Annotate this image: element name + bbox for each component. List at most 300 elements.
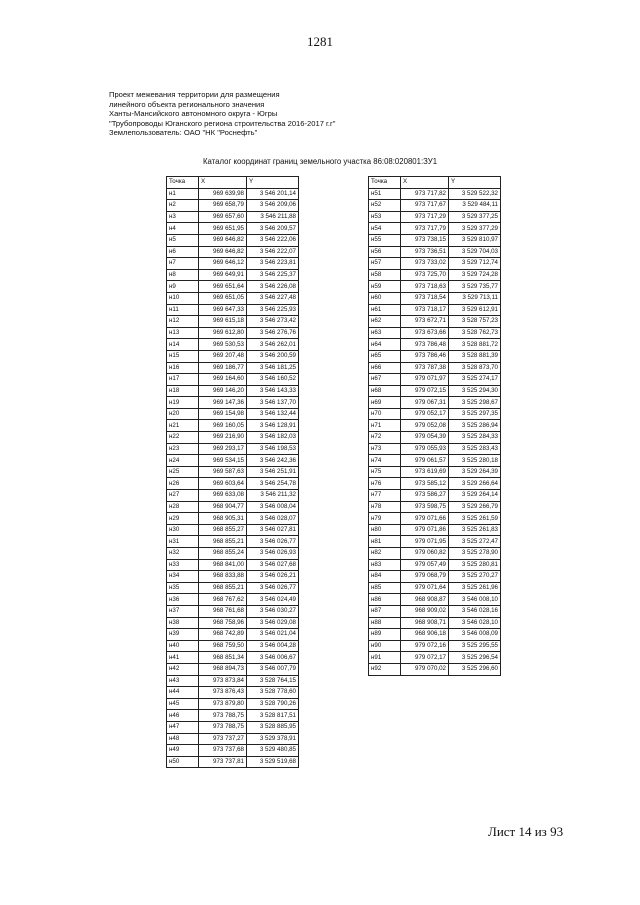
table-row (167, 385, 299, 397)
table-row (369, 490, 501, 502)
x-cell: 968 908,87 (401, 594, 449, 606)
point-cell: н89 (369, 629, 401, 641)
point-cell: н62 (369, 316, 401, 328)
point-cell: н41 (167, 652, 199, 664)
table-row (167, 524, 299, 536)
table-row (369, 327, 501, 339)
y-cell: 3 528 790,26 (247, 698, 299, 710)
table-row (369, 443, 501, 455)
point-cell: н22 (167, 432, 199, 444)
point-cell: н7 (167, 258, 199, 270)
point-cell: н45 (167, 698, 199, 710)
page-number: 1281 (307, 34, 333, 49)
point-cell: н4 (167, 223, 199, 235)
point-cell: н92 (369, 663, 401, 675)
table-row (369, 582, 501, 594)
x-cell: 968 767,62 (199, 594, 247, 606)
point-cell: н31 (167, 536, 199, 548)
table-row (369, 234, 501, 246)
table-body-left (167, 188, 299, 768)
table-row (167, 397, 299, 409)
coordinates-table-left (166, 176, 299, 768)
y-cell: 3 525 261,59 (449, 513, 501, 525)
y-cell: 3 525 261,96 (449, 582, 501, 594)
x-cell: 968 855,21 (199, 536, 247, 548)
x-cell: 973 737,27 (199, 733, 247, 745)
x-cell: 968 908,71 (401, 617, 449, 629)
point-cell: н91 (369, 652, 401, 664)
y-cell: 3 546 137,70 (247, 397, 299, 409)
table-row (167, 455, 299, 467)
point-cell: н40 (167, 640, 199, 652)
x-cell: 973 717,29 (401, 211, 449, 223)
header-line: линейного объекта регионального значения (109, 99, 265, 109)
point-cell: н19 (167, 397, 199, 409)
y-cell: 3 546 030,27 (247, 605, 299, 617)
table-row (369, 292, 501, 304)
table-row (369, 605, 501, 617)
x-cell: 968 855,27 (199, 524, 247, 536)
x-cell: 969 615,18 (199, 316, 247, 328)
y-cell: 3 529 810,97 (449, 234, 501, 246)
point-cell: н69 (369, 397, 401, 409)
y-cell: 3 528 885,95 (247, 721, 299, 733)
x-cell: 979 055,93 (401, 443, 449, 455)
table-row (167, 466, 299, 478)
point-cell: н68 (369, 385, 401, 397)
x-cell: 969 651,05 (199, 292, 247, 304)
table-row (167, 745, 299, 757)
point-cell: н37 (167, 605, 199, 617)
table-row (167, 594, 299, 606)
y-cell: 3 546 225,93 (247, 304, 299, 316)
point-cell: н8 (167, 269, 199, 281)
point-cell: н18 (167, 385, 199, 397)
point-cell: н2 (167, 200, 199, 212)
table-row (369, 594, 501, 606)
point-cell: н51 (369, 188, 401, 200)
header-line: Ханты-Мансийского автономного округа - Югры (109, 109, 278, 119)
y-cell: 3 525 274,17 (449, 374, 501, 386)
header-line: Землепользователь: ОАО "НК "Роснефть" (109, 128, 258, 138)
y-cell: 3 546 211,88 (247, 211, 299, 223)
header-line: "Трубопроводы Юганского региона строительства 2016-2017 г.г" (109, 118, 336, 128)
x-cell: 969 612,80 (199, 327, 247, 339)
x-cell: 969 216,90 (199, 432, 247, 444)
y-cell: 3 529 377,25 (449, 211, 501, 223)
table-row (369, 385, 501, 397)
y-cell: 3 546 026,77 (247, 582, 299, 594)
y-cell: 3 546 132,44 (247, 408, 299, 420)
header-line: Проект межевания территории для размещения (109, 90, 280, 99)
point-cell: н60 (369, 292, 401, 304)
table-row (167, 432, 299, 444)
y-cell: 3 529 724,28 (449, 269, 501, 281)
table-row (167, 327, 299, 339)
point-cell: н32 (167, 548, 199, 560)
point-cell: н85 (369, 582, 401, 594)
point-cell: н10 (167, 292, 199, 304)
table-row (167, 292, 299, 304)
x-cell: 969 164,60 (199, 374, 247, 386)
table-row (369, 536, 501, 548)
y-cell: 3 528 778,60 (247, 687, 299, 699)
point-cell: н13 (167, 327, 199, 339)
point-cell: н16 (167, 362, 199, 374)
table-row (369, 362, 501, 374)
x-cell: 969 186,77 (199, 362, 247, 374)
y-cell: 3 529 480,85 (247, 745, 299, 757)
x-cell: 973 737,68 (199, 745, 247, 757)
y-cell: 3 529 713,11 (449, 292, 501, 304)
y-cell: 3 529 377,29 (449, 223, 501, 235)
point-cell: н90 (369, 640, 401, 652)
table-row (369, 524, 501, 536)
point-cell: н11 (167, 304, 199, 316)
table-row (369, 617, 501, 629)
y-cell: 3 525 294,30 (449, 385, 501, 397)
y-cell: 3 546 029,08 (247, 617, 299, 629)
table-row (369, 513, 501, 525)
x-cell: 969 646,82 (199, 234, 247, 246)
y-cell: 3 546 128,91 (247, 420, 299, 432)
table-row (369, 640, 501, 652)
table-row (369, 455, 501, 467)
x-cell: 973 787,38 (401, 362, 449, 374)
point-cell: н77 (369, 490, 401, 502)
x-cell: 969 649,91 (199, 269, 247, 281)
y-cell: 3 528 762,73 (449, 327, 501, 339)
y-cell: 3 546 008,09 (449, 629, 501, 641)
x-cell: 969 530,53 (199, 339, 247, 351)
table-row (369, 408, 501, 420)
catalog-title: Каталог координат границ земельного участка 86:08:020801:ЗУ1 (202, 157, 438, 166)
x-cell: 979 061,57 (401, 455, 449, 467)
y-cell: 3 525 297,35 (449, 408, 501, 420)
x-cell: 979 071,97 (401, 374, 449, 386)
x-cell: 979 071,86 (401, 524, 449, 536)
y-cell: 3 546 211,32 (247, 490, 299, 502)
x-cell: 969 646,82 (199, 246, 247, 258)
y-cell: 3 529 264,39 (449, 466, 501, 478)
x-cell: 973 873,84 (199, 675, 247, 687)
x-cell: 969 587,63 (199, 466, 247, 478)
y-cell: 3 529 735,77 (449, 281, 501, 293)
point-cell: н26 (167, 478, 199, 490)
y-cell: 3 528 881,72 (449, 339, 501, 351)
table-header-row (167, 177, 299, 189)
y-cell: 3 546 227,48 (247, 292, 299, 304)
y-cell: 3 546 273,42 (247, 316, 299, 328)
y-cell: 3 529 266,64 (449, 478, 501, 490)
point-cell: н75 (369, 466, 401, 478)
x-cell: 969 147,36 (199, 397, 247, 409)
x-cell: 968 904,77 (199, 501, 247, 513)
table-row (167, 478, 299, 490)
point-cell: н17 (167, 374, 199, 386)
y-cell: 3 546 021,04 (247, 629, 299, 641)
y-cell: 3 546 254,78 (247, 478, 299, 490)
point-cell: н36 (167, 594, 199, 606)
y-cell: 3 546 143,33 (247, 385, 299, 397)
point-cell: н86 (369, 594, 401, 606)
x-cell: 973 718,54 (401, 292, 449, 304)
y-cell: 3 525 286,94 (449, 420, 501, 432)
y-cell: 3 525 296,54 (449, 652, 501, 664)
y-cell: 3 525 261,83 (449, 524, 501, 536)
x-cell: 979 060,82 (401, 548, 449, 560)
x-cell: 979 070,02 (401, 663, 449, 675)
y-cell: 3 546 026,21 (247, 571, 299, 583)
x-cell: 969 651,64 (199, 281, 247, 293)
point-cell: н47 (167, 721, 199, 733)
x-cell: 973 879,80 (199, 698, 247, 710)
x-cell: 979 057,49 (401, 559, 449, 571)
point-cell: н9 (167, 281, 199, 293)
y-cell: 3 529 266,79 (449, 501, 501, 513)
point-cell: н64 (369, 339, 401, 351)
y-cell: 3 525 284,33 (449, 432, 501, 444)
column-header-y: Y (247, 177, 299, 189)
y-cell: 3 525 270,27 (449, 571, 501, 583)
x-cell: 973 673,66 (401, 327, 449, 339)
point-cell: н14 (167, 339, 199, 351)
y-cell: 3 546 182,03 (247, 432, 299, 444)
point-cell: н42 (167, 663, 199, 675)
y-cell: 3 528 817,51 (247, 710, 299, 722)
y-cell: 3 525 283,43 (449, 443, 501, 455)
table-row (167, 246, 299, 258)
table-row (167, 687, 299, 699)
x-cell: 979 072,15 (401, 385, 449, 397)
x-cell: 973 725,70 (401, 269, 449, 281)
x-cell: 973 736,51 (401, 246, 449, 258)
table-row (167, 339, 299, 351)
y-cell: 3 546 276,76 (247, 327, 299, 339)
table-row (167, 582, 299, 594)
column-header-y: Y (449, 177, 501, 189)
y-cell: 3 546 201,14 (247, 188, 299, 200)
table-row (369, 350, 501, 362)
point-cell: н20 (167, 408, 199, 420)
point-cell: н70 (369, 408, 401, 420)
x-cell: 968 841,00 (199, 559, 247, 571)
table-row (369, 629, 501, 641)
table-row (167, 536, 299, 548)
x-cell: 969 633,08 (199, 490, 247, 502)
x-cell: 979 071,95 (401, 536, 449, 548)
table-row (369, 339, 501, 351)
point-cell: н52 (369, 200, 401, 212)
y-cell: 3 528 757,23 (449, 316, 501, 328)
table-row (167, 420, 299, 432)
column-header-point: Точка (167, 177, 199, 189)
x-cell: 969 646,12 (199, 258, 247, 270)
y-cell: 3 546 027,68 (247, 559, 299, 571)
x-cell: 968 758,96 (199, 617, 247, 629)
table-row (167, 258, 299, 270)
point-cell: н27 (167, 490, 199, 502)
point-cell: н84 (369, 571, 401, 583)
table-row (369, 316, 501, 328)
table-row (369, 663, 501, 675)
point-cell: н79 (369, 513, 401, 525)
x-cell: 979 071,64 (401, 582, 449, 594)
x-cell: 973 717,82 (401, 188, 449, 200)
x-cell: 973 672,71 (401, 316, 449, 328)
table-row (369, 223, 501, 235)
point-cell: н58 (369, 269, 401, 281)
x-cell: 968 759,50 (199, 640, 247, 652)
table-row (167, 188, 299, 200)
point-cell: н76 (369, 478, 401, 490)
y-cell: 3 546 027,81 (247, 524, 299, 536)
table-row (369, 269, 501, 281)
x-cell: 979 052,17 (401, 408, 449, 420)
y-cell: 3 529 519,68 (247, 756, 299, 768)
table-row (369, 571, 501, 583)
x-cell: 979 072,17 (401, 652, 449, 664)
column-header-x: X (401, 177, 449, 189)
table-row (167, 281, 299, 293)
x-cell: 969 647,33 (199, 304, 247, 316)
x-cell: 973 717,67 (401, 200, 449, 212)
x-cell: 973 619,69 (401, 466, 449, 478)
y-cell: 3 546 262,01 (247, 339, 299, 351)
table-row (167, 304, 299, 316)
x-cell: 973 788,75 (199, 710, 247, 722)
y-cell: 3 546 198,53 (247, 443, 299, 455)
x-cell: 979 072,16 (401, 640, 449, 652)
y-cell: 3 546 209,06 (247, 200, 299, 212)
y-cell: 3 546 024,49 (247, 594, 299, 606)
table-row (167, 617, 299, 629)
table-row (167, 501, 299, 513)
y-cell: 3 546 223,81 (247, 258, 299, 270)
point-cell: н5 (167, 234, 199, 246)
x-cell: 969 657,60 (199, 211, 247, 223)
point-cell: н59 (369, 281, 401, 293)
x-cell: 973 598,75 (401, 501, 449, 513)
y-cell: 3 546 004,28 (247, 640, 299, 652)
point-cell: н44 (167, 687, 199, 699)
x-cell: 979 071,66 (401, 513, 449, 525)
table-row (369, 559, 501, 571)
point-cell: н34 (167, 571, 199, 583)
y-cell: 3 529 522,32 (449, 188, 501, 200)
table-body-right (369, 188, 501, 675)
x-cell: 968 833,88 (199, 571, 247, 583)
table-row (167, 362, 299, 374)
point-cell: н61 (369, 304, 401, 316)
point-cell: н35 (167, 582, 199, 594)
table-row (167, 698, 299, 710)
point-cell: н87 (369, 605, 401, 617)
y-cell: 3 525 296,60 (449, 663, 501, 675)
y-cell: 3 546 028,07 (247, 513, 299, 525)
x-cell: 968 894,73 (199, 663, 247, 675)
point-cell: н1 (167, 188, 199, 200)
point-cell: н56 (369, 246, 401, 258)
point-cell: н38 (167, 617, 199, 629)
point-cell: н39 (167, 629, 199, 641)
x-cell: 973 718,63 (401, 281, 449, 293)
table-row (369, 420, 501, 432)
x-cell: 973 786,46 (401, 350, 449, 362)
document-header (109, 90, 335, 138)
point-cell: н15 (167, 350, 199, 362)
sheet-number: Лист 14 из 93 (488, 824, 564, 839)
x-cell: 969 293,17 (199, 443, 247, 455)
table-header-row (369, 177, 501, 189)
table-row (369, 188, 501, 200)
x-cell: 973 788,75 (199, 721, 247, 733)
y-cell: 3 546 242,36 (247, 455, 299, 467)
x-cell: 973 717,79 (401, 223, 449, 235)
y-cell: 3 546 181,25 (247, 362, 299, 374)
y-cell: 3 525 298,67 (449, 397, 501, 409)
x-cell: 969 146,20 (199, 385, 247, 397)
point-cell: н50 (167, 756, 199, 768)
x-cell: 973 718,17 (401, 304, 449, 316)
point-cell: н33 (167, 559, 199, 571)
x-cell: 969 160,05 (199, 420, 247, 432)
y-cell: 3 546 251,91 (247, 466, 299, 478)
x-cell: 973 737,81 (199, 756, 247, 768)
table-row (369, 200, 501, 212)
y-cell: 3 546 209,57 (247, 223, 299, 235)
x-cell: 973 733,02 (401, 258, 449, 270)
x-cell: 969 651,95 (199, 223, 247, 235)
y-cell: 3 528 881,39 (449, 350, 501, 362)
point-cell: н43 (167, 675, 199, 687)
point-cell: н6 (167, 246, 199, 258)
point-cell: н54 (369, 223, 401, 235)
point-cell: н23 (167, 443, 199, 455)
x-cell: 969 639,98 (199, 188, 247, 200)
y-cell: 3 546 222,06 (247, 234, 299, 246)
y-cell: 3 529 612,91 (449, 304, 501, 316)
y-cell: 3 529 712,74 (449, 258, 501, 270)
table-row (167, 200, 299, 212)
table-row (369, 478, 501, 490)
y-cell: 3 546 160,52 (247, 374, 299, 386)
y-cell: 3 546 026,77 (247, 536, 299, 548)
table-row (167, 234, 299, 246)
x-cell: 969 658,79 (199, 200, 247, 212)
y-cell: 3 529 264,14 (449, 490, 501, 502)
point-cell: н67 (369, 374, 401, 386)
point-cell: н30 (167, 524, 199, 536)
table-row (369, 246, 501, 258)
y-cell: 3 525 272,47 (449, 536, 501, 548)
x-cell: 973 585,12 (401, 478, 449, 490)
point-cell: н24 (167, 455, 199, 467)
point-cell: н25 (167, 466, 199, 478)
x-cell: 973 876,43 (199, 687, 247, 699)
table-row (167, 408, 299, 420)
table-row (369, 304, 501, 316)
x-cell: 968 742,89 (199, 629, 247, 641)
y-cell: 3 546 026,93 (247, 548, 299, 560)
table-row (369, 211, 501, 223)
x-cell: 968 905,31 (199, 513, 247, 525)
point-cell: н29 (167, 513, 199, 525)
table-row (167, 675, 299, 687)
point-cell: н83 (369, 559, 401, 571)
y-cell: 3 525 278,90 (449, 548, 501, 560)
table-row (167, 513, 299, 525)
